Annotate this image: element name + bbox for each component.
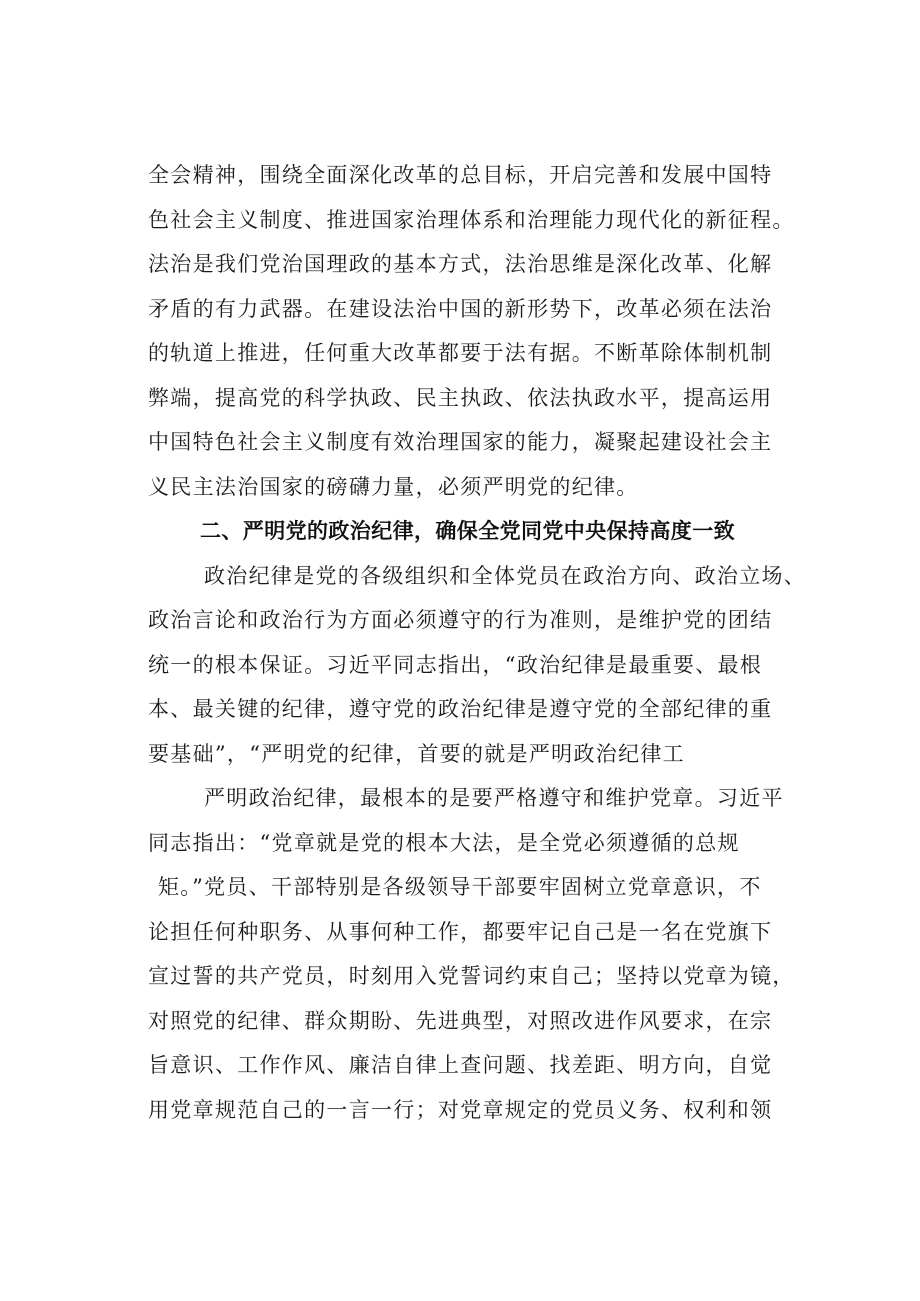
paragraph-line: 矩。”党员、干部特别是各级领导干部要牢固树立党章意识，不 (158, 875, 762, 899)
paragraph-line: 同志指出：“党章就是党的根本大法，是全党必须遵循的总规 (148, 830, 740, 855)
paragraph-line: 的轨道上推进，任何重大改革都要于法有据。不断革除体制机制 (148, 341, 773, 365)
paragraph-line: 旨意识、工作作风、廉洁自律上查问题、找差距、明方向，自觉 (148, 1053, 773, 1077)
paragraph-line: 色社会主义制度、推进国家治理体系和治理能力现代化的新征程。 (148, 207, 795, 232)
paragraph-line: 严明政治纪律，最根本的是要严格遵守和维护党章。习近平 (204, 786, 784, 810)
paragraph-line: 论担任何种职务、从事何种工作，都要牢记自己是一名在党旗下 (148, 919, 773, 944)
paragraph-line: 义民主法治国家的磅礴力量，必须严明党的纪律。 (148, 474, 639, 499)
paragraph-line: 要基础”，“严明党的纪律，首要的就是严明政治纪律工 (148, 741, 685, 766)
paragraph-line: 法治是我们党治国理政的基本方式，法治思维是深化改革、化解 (148, 252, 773, 276)
paragraph-line: 统一的根本保证。习近平同志指出，“政治纪律是最重要、最根 (148, 652, 763, 677)
paragraph-line: 政治言论和政治行为方面必须遵守的行为准则，是维护党的团结 (148, 608, 773, 632)
paragraph-line: 全会精神，围绕全面深化改革的总目标，开启完善和发展中国特 (148, 163, 773, 187)
section-heading: 二、严明党的政治纪律，确保全党同党中央保持高度一致 (200, 519, 735, 543)
paragraph-line: 对照党的纪律、群众期盼、先进典型，对照改进作风要求，在宗 (148, 1008, 773, 1033)
document-body (148, 153, 808, 1132)
paragraph-line: 本、最关键的纪律，遵守党的政治纪律是遵守党的全部纪律的重 (148, 697, 773, 721)
paragraph-line: 宣过誓的共产党员，时刻用入党誓词约束自己；坚持以党章为镜， (148, 964, 795, 988)
paragraph-line: 弊端，提高党的科学执政、民主执政、依法执政水平，提高运用 (148, 385, 773, 410)
paragraph-line: 用党章规范自己的一言一行；对党章规定的党员义务、权利和领 (148, 1097, 773, 1122)
paragraph-line: 中国特色社会主义制度有效治理国家的能力，凝聚起建设社会主 (148, 430, 773, 454)
paragraph-line: 矛盾的有力武器。在建设法治中国的新形势下，改革必须在法治 (148, 296, 773, 321)
paragraph-line: 政治纪律是党的各级组织和全体党员在政治方向、政治立场、 (204, 563, 807, 588)
